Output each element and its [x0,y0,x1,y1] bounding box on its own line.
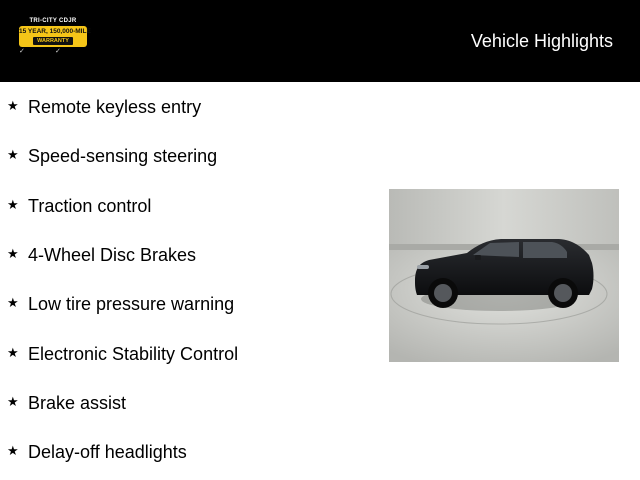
feature-label: Brake assist [28,393,127,413]
feature-label: Delay-off headlights [28,442,187,462]
header-bar [0,0,640,82]
feature-label: 4-Wheel Disc Brakes [28,245,197,265]
feature-label: Electronic Stability Control [28,344,239,364]
feature-label: Low tire pressure warning [28,294,235,314]
star-icon: ★ [7,394,19,409]
logo-badge [19,26,91,47]
rear-rim [554,284,572,302]
logo-warranty-label: WARRANTY [33,37,73,45]
car-mirror [475,255,481,260]
feature-label: Remote keyless entry [28,97,202,117]
star-icon: ★ [7,443,19,458]
feature-label: Speed-sensing steering [28,146,218,166]
car-headlight [417,265,429,269]
star-icon: ★ [7,246,19,261]
star-icon: ★ [7,197,19,212]
logo-checks [19,48,87,54]
check-icon: ✓ [55,48,61,55]
logo-dealer-name: TRI-CITY CDJR [29,18,77,24]
vehicle-photo-svg [389,189,619,362]
feature-label: Traction control [28,196,152,216]
star-icon: ★ [7,345,19,360]
star-icon: ★ [7,147,19,162]
front-rim [434,284,452,302]
logo-warranty-term: 15 YEAR, 150,000-MILE [19,28,91,35]
check-icon: ✓ [19,48,25,55]
vehicle-photo[interactable] [389,189,619,362]
star-icon: ★ [7,98,19,113]
page-title: Vehicle Highlights [470,31,613,51]
star-icon: ★ [7,295,19,310]
warranty-logo [19,18,91,55]
